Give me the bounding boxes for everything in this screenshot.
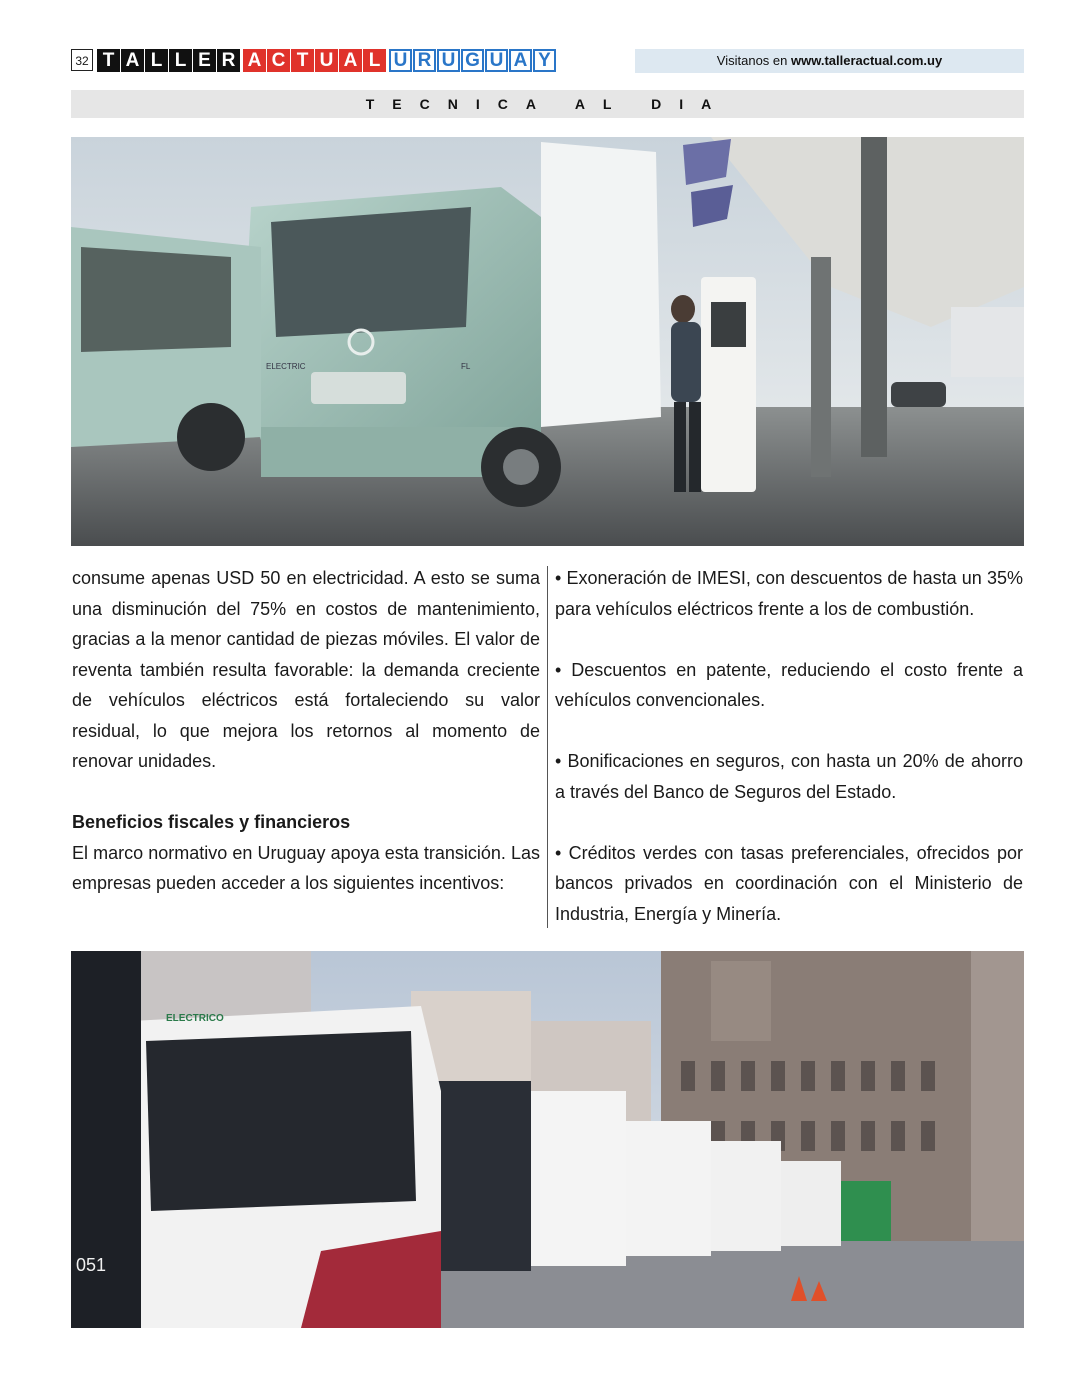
incentive-item: • Bonificaciones en seguros, con hasta un 20% de ahorro a través del Banco de Seguros del Estado. (555, 751, 1023, 802)
left-text-column (72, 563, 540, 899)
brand-letter-tile: A (243, 49, 266, 72)
left-paragraph-2: El marco normativo en Uruguay apoya esta transición. Las empresas pueden acceder a los siguientes incentivos: (72, 842, 540, 893)
brand-letter-tile: R (413, 49, 436, 72)
brand-letter-tile: R (217, 49, 240, 72)
brand-letter-tile: U (485, 49, 508, 72)
electric-truck-photo (71, 137, 1024, 546)
brand-letter-tile: Y (533, 49, 556, 72)
website-prefix: Visitanos en (716, 53, 791, 68)
brand-letter-tile: L (145, 49, 168, 72)
brand-letter-tile: T (97, 49, 120, 72)
website-link[interactable]: www.talleractual.com.uy (790, 53, 943, 68)
truck-badge-fl: FL (461, 362, 471, 371)
incentive-item: • Exoneración de IMESI, con descuentos de hasta un 35% para vehículos eléctricos frente a los de combustión. (555, 568, 1023, 619)
website-banner (635, 49, 1024, 73)
brand-letter-tile: L (169, 49, 192, 72)
column-divider (547, 566, 548, 928)
brand-letter-tile: T (291, 49, 314, 72)
brand-letter-tile: U (389, 49, 412, 72)
section-title: TECNICA AL DIA (71, 90, 1024, 118)
brand-letter-tile: C (267, 49, 290, 72)
masthead (71, 47, 1024, 75)
bus-number: 051 (76, 1255, 107, 1275)
brand-letter-tile: A (121, 49, 144, 72)
brand-logo (97, 49, 557, 72)
left-paragraph-1: consume apenas USD 50 en electricidad. A esto se suma una disminución del 75% en costos de mantenimiento, gracias a la menor cantidad de piezas móviles. El valor de reventa también resulta favorable: la demanda creciente de vehículos eléctricos está fortaleciendo su valor residual, lo que mejora los retornos al momento de renovar unidades. (72, 568, 540, 771)
brand-letter-tile: E (193, 49, 216, 72)
brand-letter-tile: U (315, 49, 338, 72)
brand-letter-tile: U (437, 49, 460, 72)
truck-badge-electric: ELECTRIC (266, 362, 306, 371)
brand-letter-tile: A (339, 49, 362, 72)
brand-word-actual (243, 49, 387, 72)
right-text-column (555, 563, 1023, 929)
incentive-item: • Créditos verdes con tasas preferenciales, ofrecidos por bancos privados en coordinación con el Ministerio de Industria, Energía y Minería. (555, 842, 1023, 924)
brand-letter-tile: L (363, 49, 386, 72)
page-number: 32 (71, 49, 93, 71)
brand-word-uruguay (389, 49, 557, 72)
bus-sign: ELECTRICO (166, 1013, 224, 1024)
brand-letter-tile: G (461, 49, 484, 72)
brand-letter-tile: A (509, 49, 532, 72)
electric-buses-photo (71, 951, 1024, 1328)
incentive-item: • Descuentos en patente, reduciendo el costo frente a vehículos convencionales. (555, 659, 1023, 710)
brand-word-taller (97, 49, 241, 72)
section-subheading: Beneficios fiscales y financieros (72, 812, 351, 832)
